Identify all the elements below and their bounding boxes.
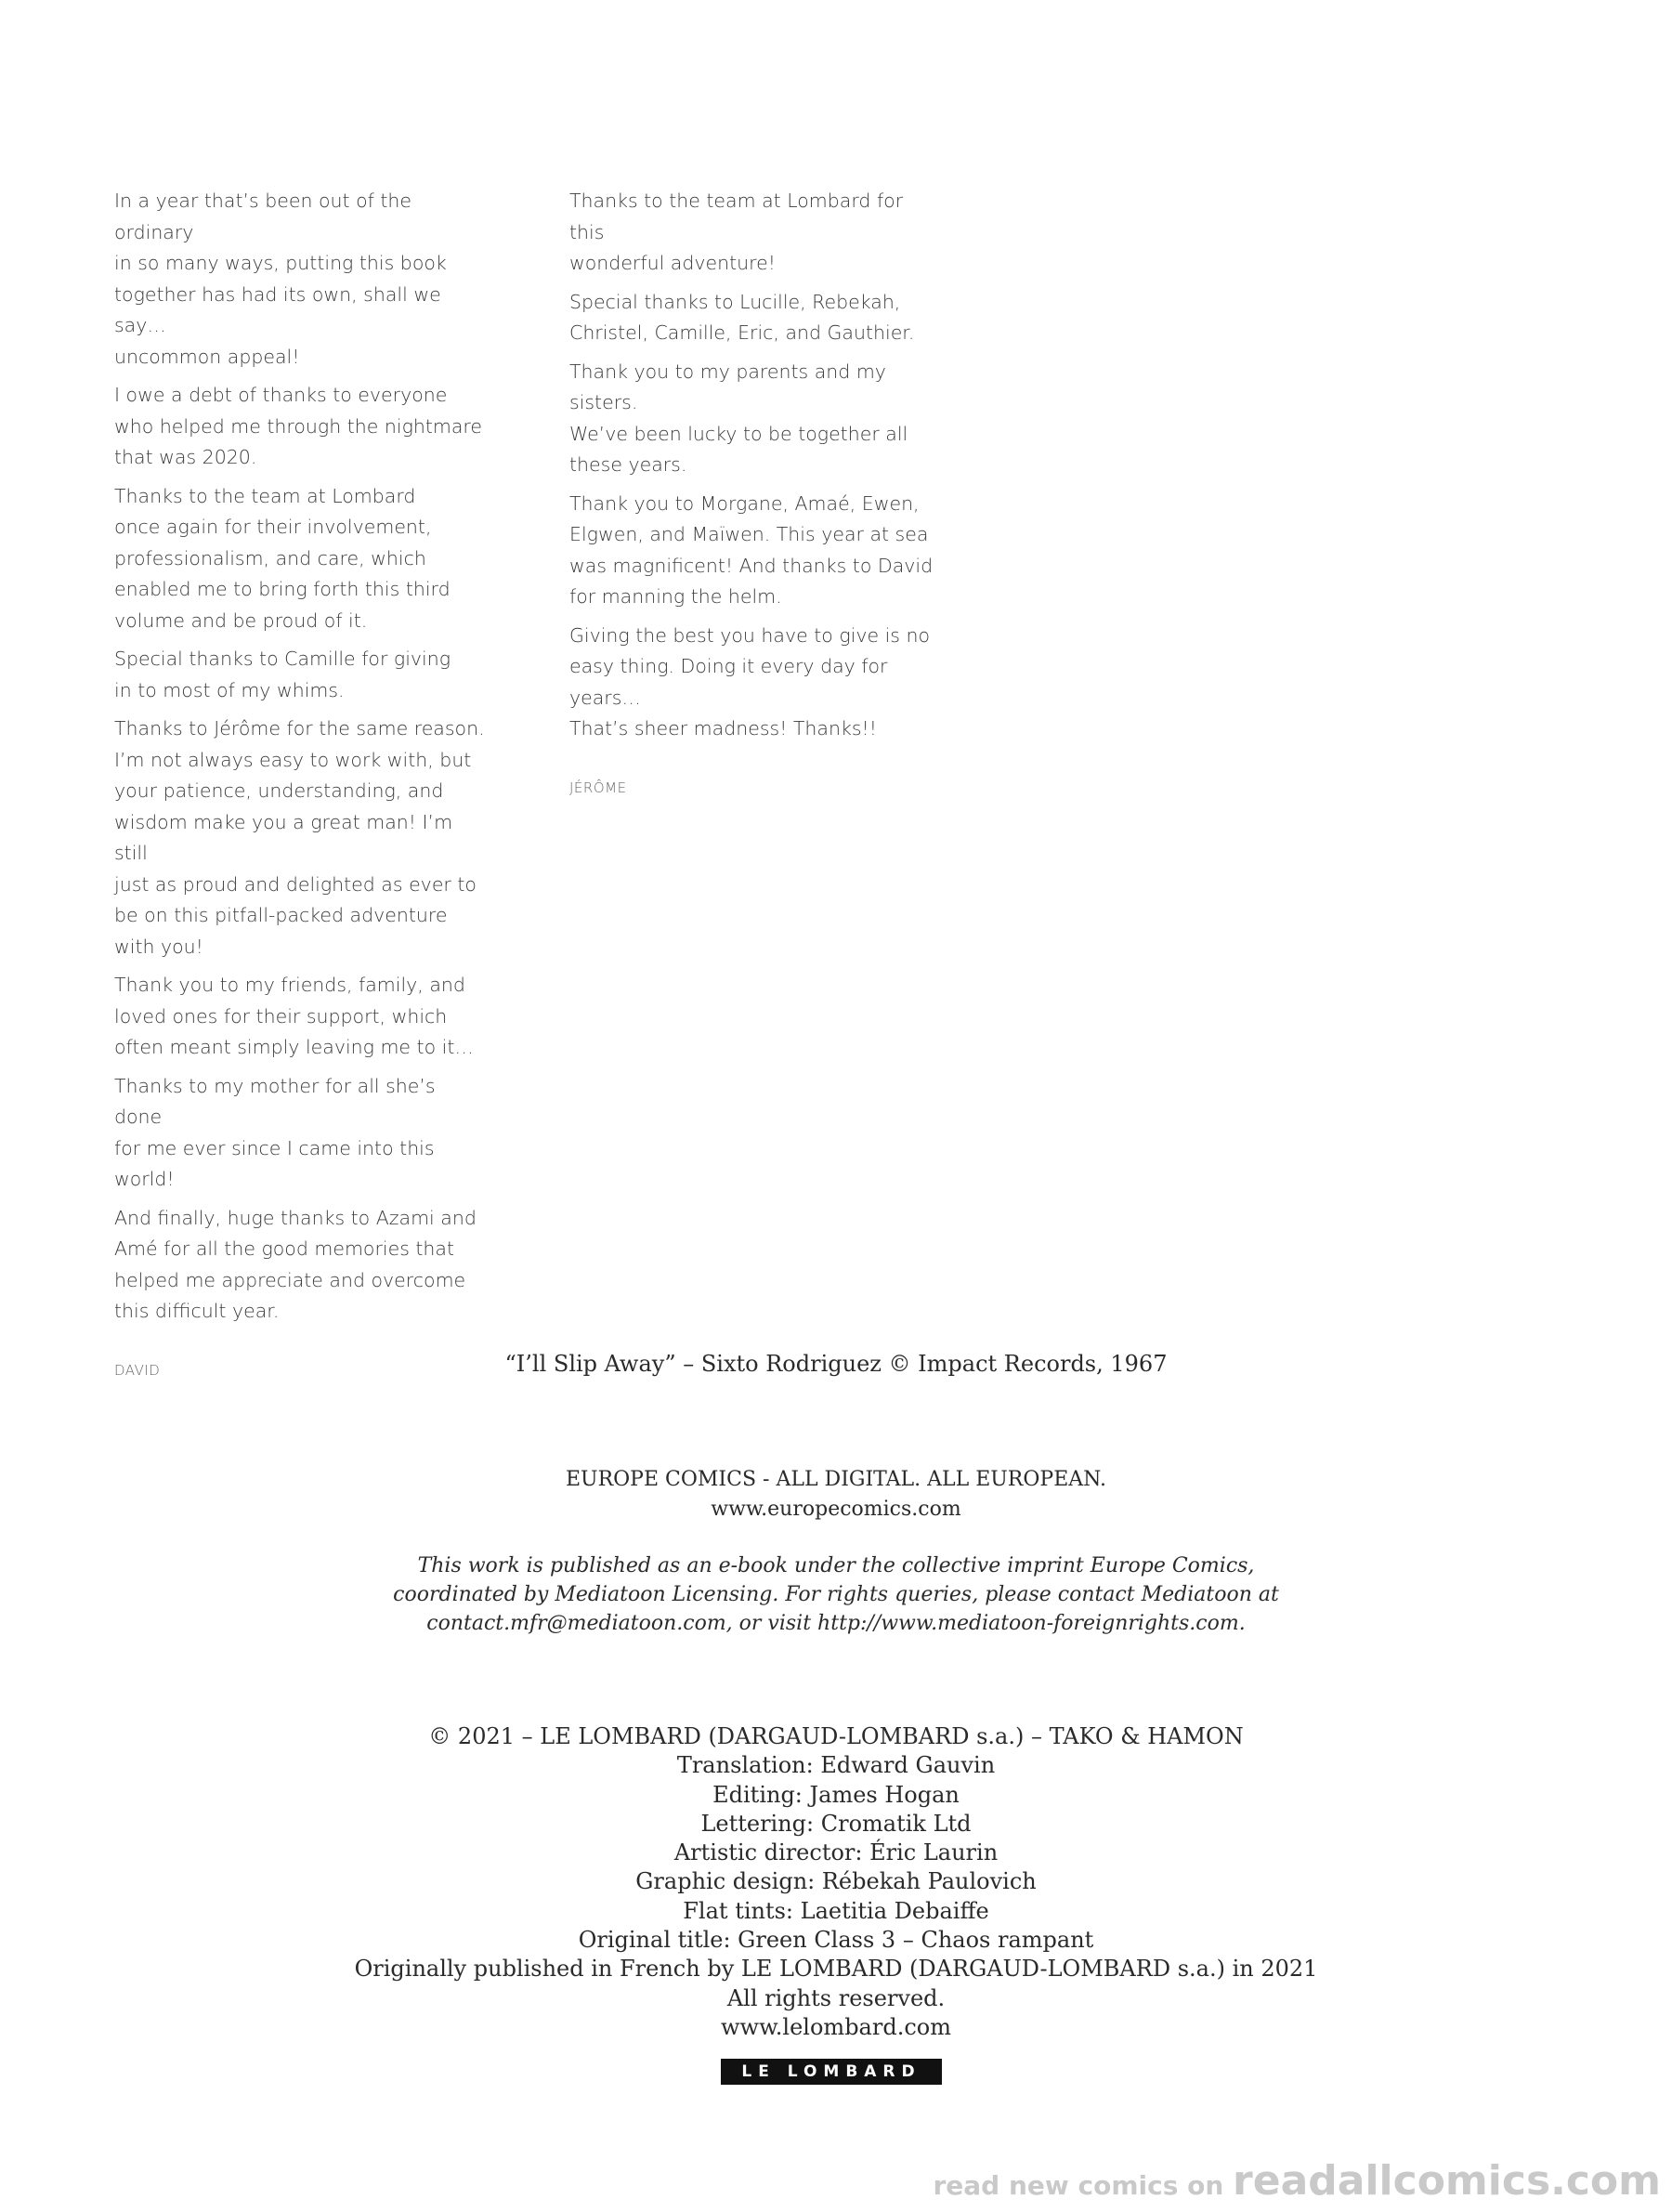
europe-comics-block [0,1465,1672,1525]
europe-comics-tagline: EUROPE COMICS - ALL DIGITAL. ALL EUROPEAN. [565,1468,1106,1491]
credit-line: Flat tints: Laetitia Debaiffe [683,1897,989,1924]
credit-line: Graphic design: Rébekah Paulovich [635,1868,1037,1895]
ack-paragraph: Thanks to my mother for all she’s done for me ever since I came into this world! [114,1074,436,1190]
ack-paragraph: In a year that’s been out of the ordinary in so many ways, putting this book together has had its own, shall we say… uncommon appeal! [114,190,447,368]
legal-line: coordinated by Mediatoon Licensing. For rights queries, please contact Mediatoon at [393,1583,1279,1606]
ack-paragraph: Giving the best you have to give is no easy thing. Doing it every day for years… That’s sheer madness! Thanks!! [569,623,931,740]
legal-line: This work is published as an e-book under the collective imprint Europe Comics, [417,1554,1255,1577]
ack-paragraph: Thanks to the team at Lombard once again for their involvement, professionalism, and care, which enabled me to bring forth this third volume and be proud of it. [114,484,451,632]
ack-paragraph: Thanks to the team at Lombard for this wonderful adventure! [569,190,904,274]
ack-paragraph: And finally, huge thanks to Azami and Amé for all the good memories that helped me appreciate and overcome this difficult year. [114,1206,477,1322]
ack-paragraph: Thank you to my parents and my sisters. We’ve been lucky to be together all these years. [569,360,908,476]
watermark-prefix: read new comics on [933,2170,1234,2201]
credit-line: Originally published in French by LE LOMBARD (DARGAUD-LOMBARD s.a.) in 2021 [354,1956,1318,1983]
legal-line: contact.mfr@mediatoon.com, or visit http://www.mediatoon-foreignrights.com. [426,1612,1246,1635]
credit-line: Original title: Green Class 3 – Chaos rampant [578,1927,1094,1954]
ack-paragraph: Thanks to Jérôme for the same reason. I’m not always easy to work with, but your patience, understanding, and wisdom make you a great man! I’m still just as proud and delighted as ever to be on this pitfall-packed adventure with you! [114,717,485,958]
song-credit: “I’ll Slip Away” – Sixto Rodriguez © Impact Records, 1967 [504,1351,1168,1377]
legal-notice [0,1551,1672,1638]
signature-jerome: JÉRÔME [569,779,627,796]
le-lombard-logo: LE LOMBARD [721,2059,942,2085]
ack-paragraph: Thank you to my friends, family, and loved ones for their support, which often meant simply leaving me to it… [114,974,474,1058]
credit-line: All rights reserved. [726,1984,946,2011]
acknowledgements-david [114,186,486,1386]
credit-line: © 2021 – LE LOMBARD (DARGAUD-LOMBARD s.a.) – TAKO & HAMON [428,1723,1244,1749]
ack-paragraph: I owe a debt of thanks to everyone who helped me through the nightmare that was 2020. [114,384,483,468]
credit-line: Artistic director: Éric Laurin [673,1839,999,1866]
credit-line: Translation: Edward Gauvin [676,1752,996,1779]
ack-paragraph: Special thanks to Camille for giving in to most of my whims. [114,648,451,701]
credit-line: Lettering: Cromatik Ltd [700,1810,972,1837]
watermark-site: readallcomics.com [1233,2157,1661,2205]
credit-line: www.lelombard.com [721,2013,951,2040]
credit-line: Editing: James Hogan [712,1781,960,1808]
signature-david: DAVID [114,1361,161,1379]
acknowledgements-jerome [569,186,941,804]
europe-comics-url: www.europecomics.com [711,1498,961,1521]
ack-paragraph: Thank you to Morgane, Amaé, Ewen, Elgwen, and Maïwen. This year at sea was magnificent! And thanks to David for manning the helm. [569,491,934,608]
site-watermark [933,2157,1661,2205]
rights-credits [0,1722,1672,2042]
ack-paragraph: Special thanks to Lucille, Rebekah, Christel, Camille, Eric, and Gauthier. [569,290,915,344]
